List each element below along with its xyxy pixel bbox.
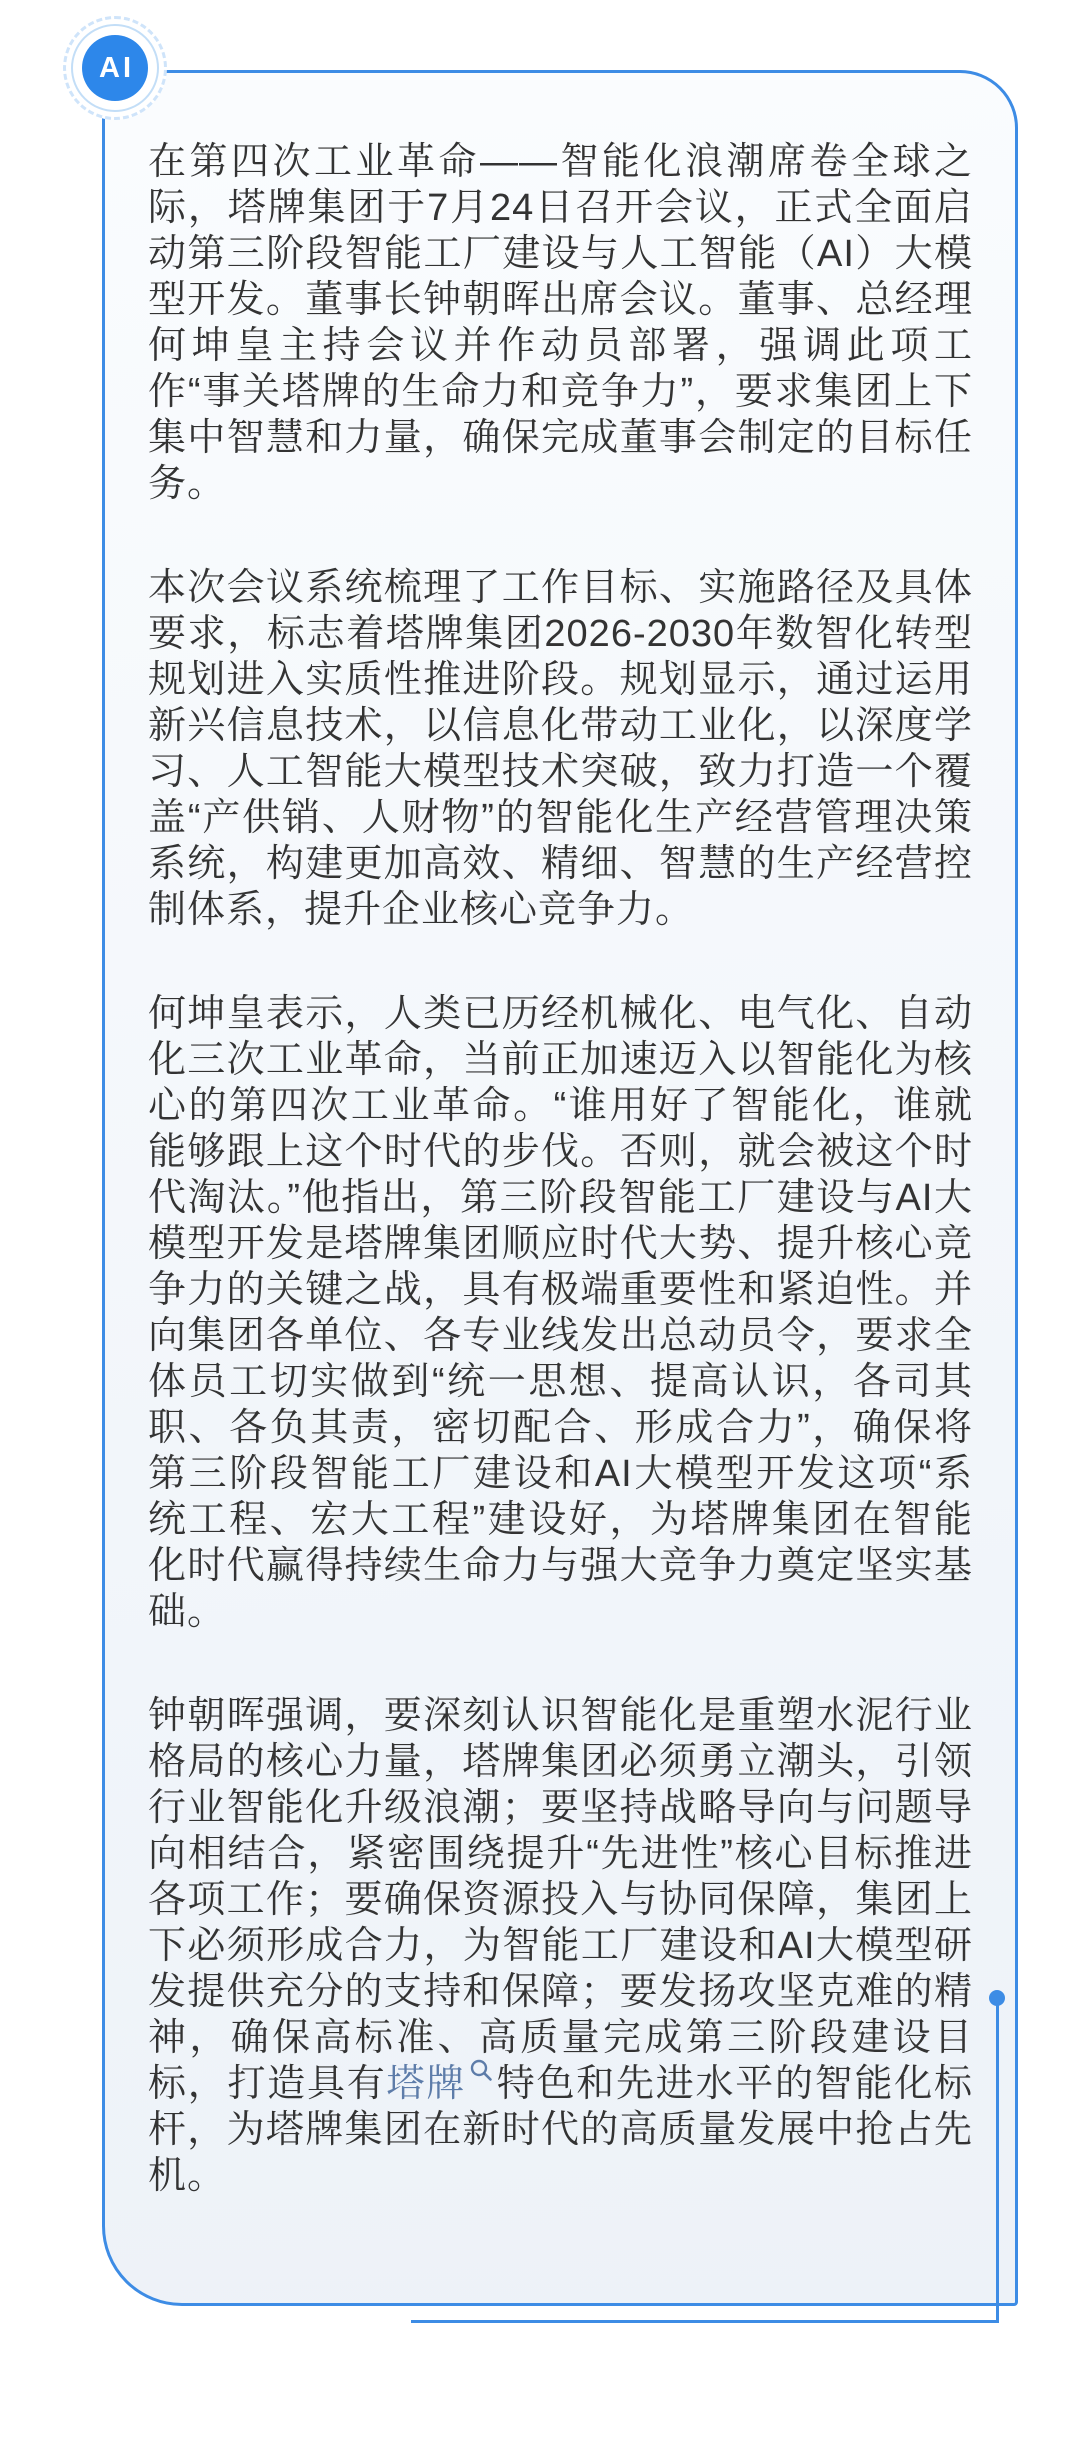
ai-avatar bbox=[63, 16, 167, 120]
ai-avatar-label: AI bbox=[99, 51, 134, 84]
message-paragraph-2: 本次会议系统梳理了工作目标、实施路径及具体要求，标志着塔牌集团2026-2030年数智化转型规划进入实质性推进阶段。规划显示，通过运用新兴信息技术，以信息化带动工业化，以深度学习、人工智能大模型技术突破，致力打造一个覆盖“产供销、人财物”的智能化生产经营管理决策系统，构建更加高效、精细、智慧的生产经营控制体系，提升企业核心竞争力。 bbox=[148, 567, 973, 931]
message-paragraph-3: 何坤皇表示，人类已历经机械化、电气化、自动化三次工业革命，当前正加速迈入以智能化为核心的第四次工业革命。“谁用好了智能化，谁就能够跟上这个时代的步伐。否则，就会被这个时代淘汰。”他指出，第三阶段智能工厂建设与AI大模型开发是塔牌集团顺应时代大势、提升核心竞争力的关键之战，具有极端重要性和紧迫性。并向集团各单位、各专业线发出总动员令，要求全体员工切实做到“统一思想、提高认识，各司其职、各负其责，密切配合、形成合力”，确保将第三阶段智能工厂建设和AI大模型开发这项“系统工程、宏大工程”建设好，为塔牌集团在智能化时代赢得持续生命力与强大竞争力奠定坚实基础。 bbox=[148, 993, 973, 1633]
paragraph-4-text-before: 钟朝晖强调，要深刻认识智能化是重塑水泥行业格局的核心力量，塔牌集团必须勇立潮头，引领行业智能化升级浪潮；要坚持战略导向与问题导向相结合，紧密围绕提升“先进性”核心目标推进各项工作；要确保资源投入与协同保障，集团上下必须形成合力，为智能工厂建设和AI大模型研发提供充分的支持和保障；要发扬攻坚克难的精神，确保高标准、高质量完成第三阶段建设目标，打造具有 bbox=[148, 1695, 973, 2105]
accent-line-horizontal bbox=[411, 2320, 999, 2323]
message-paragraph-1: 在第四次工业革命——智能化浪潮席卷全球之际，塔牌集团于7月24日召开会议，正式全面启动第三阶段智能工厂建设与人工智能（AI）大模型开发。董事长钟朝晖出席会议。董事、总经理何坤皇主持会议并作动员部署，强调此项工作“事关塔牌的生命力和竞争力”，要求集团上下集中智慧和力量，确保完成董事会制定的目标任务。 bbox=[148, 141, 973, 505]
search-icon[interactable] bbox=[468, 2057, 494, 2083]
entity-link-label: 塔牌 bbox=[386, 2063, 466, 2105]
accent-line-vertical bbox=[996, 2000, 999, 2323]
avatar-circle bbox=[82, 35, 148, 101]
message-paragraph-4 bbox=[148, 1693, 973, 2199]
paragraph-4-text-after: 特色和先进水平的智能化标杆，为塔牌集团在新时代的高质量发展中抢占先机。 bbox=[148, 2063, 973, 2197]
ai-message-bubble bbox=[102, 70, 1018, 2306]
entity-link-tapai[interactable] bbox=[387, 2063, 497, 2105]
